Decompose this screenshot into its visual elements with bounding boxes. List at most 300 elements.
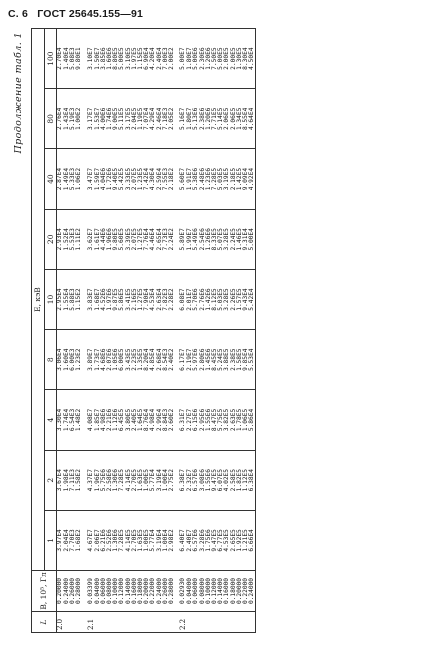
cell-value: 2.00E5 — [231, 29, 237, 89]
cell-value: 2.38E5 — [231, 330, 237, 390]
cell-value: 1.45E6 — [206, 330, 212, 390]
cell-value: 2.58E5 — [231, 450, 237, 510]
cell-value: 8.20E4 — [144, 330, 150, 390]
cell-value: 8.12E5 — [212, 269, 218, 329]
cell-value: 5.42E4 — [249, 269, 256, 329]
cell-value: 2.63E5 — [231, 390, 237, 450]
cell-value: 1.63E5 — [138, 450, 144, 510]
cell-B: 0.02930 — [175, 571, 187, 612]
cell-value: 3.39E5 — [126, 209, 132, 269]
cell-L: 2.2 — [175, 612, 187, 633]
cell-value: 2.63E4 — [157, 269, 163, 329]
cell-value: 1.80E7 — [187, 89, 193, 149]
cell-value: 3.33E5 — [126, 149, 132, 209]
cell-value: 2.48E6 — [200, 149, 206, 209]
cell-B: 0.24000 — [249, 571, 256, 612]
cell-value: 1.42E5 — [237, 149, 243, 209]
cell-value: 1.20E6 — [206, 29, 212, 89]
cell-value: 4.98E6 — [101, 390, 107, 450]
cell-value: 4.08E7 — [83, 390, 95, 450]
cell-value: 3.80E5 — [126, 390, 132, 450]
cell-B: 0.14000 — [126, 571, 132, 612]
cell-value: 9.40E5 — [113, 149, 119, 209]
cell-value: 1.55E6 — [206, 450, 212, 510]
cell-value: 2.99E4 — [157, 390, 163, 450]
cell-value: 9.80E5 — [113, 209, 119, 269]
cell-value: 6.15E6 — [193, 390, 199, 450]
cell-value: 1.34E5 — [237, 89, 243, 149]
cell-value: 8.54E3 — [163, 330, 169, 390]
cell-value: 2.70E5 — [132, 510, 138, 570]
cell-value: 2.40E5 — [132, 390, 138, 450]
cell-value: 5.97E6 — [193, 330, 199, 390]
cell-value: 3.19E4 — [157, 450, 163, 510]
cell-value: 2.19E7 — [187, 330, 193, 390]
cell-value: 1.85E7 — [95, 390, 101, 450]
cell-value: 4.64E4 — [249, 89, 256, 149]
cell-value: 2.24E5 — [231, 209, 237, 269]
cell-value: 5.70E6 — [193, 269, 199, 329]
cell-value: 6.38E7 — [175, 450, 187, 510]
cell-value: 2.59E4 — [157, 149, 163, 209]
cell-value: 1.96E6 — [107, 209, 113, 269]
cell-B: 0.20000 — [57, 571, 65, 612]
cell-value: 3.85E6 — [101, 29, 107, 89]
cell-value: 8.55E4 — [243, 89, 249, 149]
cell-value: 1.57E5 — [237, 269, 243, 329]
cell-value: 1.23E6 — [206, 149, 212, 209]
cell-value: 5.03E5 — [218, 269, 224, 329]
cell-value: 2.32E7 — [187, 450, 193, 510]
cell-value: 2.16E5 — [132, 269, 138, 329]
cell-value: 7.07E4 — [144, 89, 150, 149]
cell-value: 5.14E5 — [218, 89, 224, 149]
page-header — [8, 8, 143, 20]
cell-value: 1.53E7 — [95, 89, 101, 149]
cell-B: 0.16000 — [224, 571, 230, 612]
cell-value: 2.68E4 — [157, 330, 163, 390]
cell-value: 7.90E4 — [144, 269, 150, 329]
cell-value: 8.33E5 — [212, 209, 218, 269]
cell-value: 6.00E3 — [70, 330, 76, 390]
cell-value: 1.99E7 — [187, 209, 193, 269]
cell-value: 1.96E7 — [95, 450, 101, 510]
cell-value: 2.60E2 — [169, 390, 175, 450]
cell-value: 9.47E5 — [212, 450, 218, 510]
cell-value: 9.80E1 — [76, 29, 82, 89]
cell-value: 2.87E4 — [57, 149, 65, 209]
energy-header-cell: 10 — [44, 269, 57, 329]
cell-value: 4.98E4 — [150, 390, 156, 450]
energy-header-cell: 40 — [44, 149, 57, 209]
cell-B: 0.14000 — [218, 571, 224, 612]
cell-B: 0.16000 — [132, 571, 138, 612]
cell-value: 6.07E5 — [218, 450, 224, 510]
cell-value: 3.10E5 — [126, 29, 132, 89]
cell-value: 4.50E4 — [249, 29, 256, 89]
cell-value: 1.75E6 — [206, 510, 212, 570]
cell-value: 2.95E6 — [200, 390, 206, 450]
table-row — [83, 29, 95, 633]
cell-value: 1.00E4 — [163, 450, 169, 510]
cell-value: 5.86E4 — [249, 390, 256, 450]
cell-B: 0.12000 — [212, 571, 218, 612]
cell-B: 0.12000 — [119, 571, 125, 612]
energy-header-cell: 20 — [44, 209, 57, 269]
cell-value: 2.24E2 — [169, 209, 175, 269]
cell-value: 9.09E4 — [243, 149, 249, 209]
cell-value: 5.86E5 — [119, 269, 125, 329]
cell-value: 1.40E4 — [64, 29, 70, 89]
cell-L: 2.1 — [83, 612, 95, 633]
cell-value: 3.97E4 — [57, 510, 65, 570]
cell-value: 1.60E4 — [64, 330, 70, 390]
cell-value: 2.06E7 — [95, 510, 101, 570]
energy-header-row — [44, 29, 57, 633]
cell-value: 3.83E7 — [83, 269, 95, 329]
cell-value: 6.54E3 — [70, 390, 76, 450]
cell-value: 2.70E4 — [57, 29, 65, 89]
cell-value: 2.07E6 — [107, 330, 113, 390]
cell-value: 3.19E4 — [157, 510, 163, 570]
cell-value: 2.80E6 — [200, 330, 206, 390]
cell-value: 2.28E2 — [169, 269, 175, 329]
cell-value: 6.57E6 — [193, 510, 199, 570]
cell-value: 7.50E5 — [212, 29, 218, 89]
cell-value: 2.98E2 — [169, 510, 175, 570]
cell-value: 7.42E4 — [144, 149, 150, 209]
cell-value: 2.52E6 — [107, 510, 113, 570]
cell-value: 1.58E2 — [76, 450, 82, 510]
cell-value: 4.02E5 — [224, 450, 230, 510]
cell-value: 1.74E6 — [107, 89, 113, 149]
cell-value: 1.68E7 — [95, 269, 101, 329]
cell-value: 2.26E5 — [231, 269, 237, 329]
cell-B: 0.20000 — [237, 571, 243, 612]
table-header-row-1 — [32, 29, 45, 633]
cell-value: 2.05E2 — [169, 89, 175, 149]
cell-value: 2.40E2 — [169, 330, 175, 390]
cell-value: 1.00E4 — [163, 510, 169, 570]
cell-value: 2.76E6 — [200, 269, 206, 329]
cell-value: 2.04E5 — [132, 89, 138, 149]
cell-value: 2.30E6 — [200, 29, 206, 89]
cell-value: 1.05E6 — [113, 330, 119, 390]
cell-value: 8.45E5 — [212, 330, 218, 390]
cell-value: 7.28E5 — [119, 450, 125, 510]
cell-value: 5.00E5 — [119, 29, 125, 89]
cell-value: 1.12E5 — [243, 450, 249, 510]
cell-value: 7.70E3 — [70, 510, 76, 570]
cell-value: 1.52E4 — [64, 209, 70, 269]
cell-value: 5.00E4 — [249, 209, 256, 269]
cell-value: 4.30E4 — [150, 149, 156, 209]
cell-value: 3.06E4 — [57, 330, 65, 390]
cell-value: 1.92E5 — [237, 510, 243, 570]
standard-number: ГОСТ 25645.155—91 — [37, 8, 144, 20]
cell-value: 2.75E2 — [169, 450, 175, 510]
cell-value: 3.28E5 — [224, 209, 230, 269]
cell-value: 2.04E4 — [64, 510, 70, 570]
cell-B: 0.18000 — [231, 571, 237, 612]
cell-value: 1.06E5 — [243, 390, 249, 450]
cell-value: 1.55E6 — [206, 390, 212, 450]
cell-value: 2.58E6 — [107, 450, 113, 510]
cell-value: 5.75E6 — [101, 450, 107, 510]
cell-value: 9.87E5 — [113, 269, 119, 329]
cell-value: 3.67E4 — [57, 450, 65, 510]
cell-value: 9.47E5 — [212, 510, 218, 570]
cell-value: 1.26E6 — [206, 209, 212, 269]
cell-value: 1.58E5 — [237, 330, 243, 390]
cell-value: 7.82E3 — [163, 269, 169, 329]
cell-value: 4.04E6 — [101, 149, 107, 209]
cell-value: 5.08E3 — [70, 29, 76, 89]
cell-value: 1.46E5 — [237, 209, 243, 269]
cell-value: 2.18E5 — [231, 149, 237, 209]
cell-value: 5.89E7 — [175, 209, 187, 269]
cell-value: 9.85E4 — [243, 330, 249, 390]
cell-value: 5.24E5 — [218, 330, 224, 390]
energy-header-cell: 8 — [44, 330, 57, 390]
cell-B: 0.04000 — [187, 571, 193, 612]
cell-B: 0.06000 — [101, 571, 107, 612]
cell-value: 1.50E7 — [95, 29, 101, 89]
cell-value: 1.35E5 — [138, 330, 144, 390]
cell-B: 0.18000 — [138, 571, 144, 612]
cell-B: 0.24000 — [64, 571, 70, 612]
column-header-E: E, кэВ — [32, 29, 45, 571]
cell-value: 2.21E6 — [107, 390, 113, 450]
cell-value: 2.93E4 — [57, 209, 65, 269]
cell-value: 2.76E4 — [57, 89, 65, 149]
cell-value: 1.98E4 — [64, 450, 70, 510]
cell-value: 4.52E6 — [101, 269, 107, 329]
cell-value: 3.89E7 — [83, 330, 95, 390]
cell-value: 4.46E4 — [150, 209, 156, 269]
cell-B: 0.10000 — [113, 571, 119, 612]
cell-value: 8.47E5 — [212, 390, 218, 450]
cell-value: 3.28E6 — [200, 510, 206, 570]
cell-value: 6.08E7 — [175, 269, 187, 329]
cell-value: 5.88E3 — [70, 269, 76, 329]
cell-value: 1.64E5 — [138, 390, 144, 450]
cell-value: 5.33E3 — [70, 149, 76, 209]
cell-value: 5.16E7 — [175, 89, 187, 149]
cell-value: 2.65E4 — [157, 209, 163, 269]
cell-value: 4.85E4 — [150, 330, 156, 390]
cell-value: 9.00E5 — [113, 89, 119, 149]
cell-value: 4.00E6 — [101, 89, 107, 149]
cell-value: 6.77E5 — [218, 510, 224, 570]
cell-value: 1.27E5 — [138, 209, 144, 269]
cell-value: 2.18E2 — [169, 149, 175, 209]
cell-value: 5.11E5 — [119, 89, 125, 149]
cell-L: 2.0 — [57, 612, 65, 633]
cell-value: 3.19E5 — [224, 149, 230, 209]
cell-value: 5.77E4 — [150, 450, 156, 510]
cell-value: 1.55E4 — [64, 269, 70, 329]
cell-B: 0.22000 — [150, 571, 156, 612]
cell-value: 5.38E6 — [193, 149, 199, 209]
cell-value: 3.17E7 — [83, 89, 95, 149]
cell-value: 1.73E7 — [95, 330, 101, 390]
rotated-table-area — [11, 28, 409, 633]
cell-value: 3.43E5 — [126, 330, 132, 390]
cell-value: 5.49E6 — [193, 209, 199, 269]
cell-value: 2.70E5 — [132, 450, 138, 510]
cell-value: 1.80E7 — [187, 29, 193, 89]
energy-header-cell: 4 — [44, 390, 57, 450]
cell-value: 1.91E7 — [187, 149, 193, 209]
cell-value: 6.31E7 — [175, 390, 187, 450]
cell-value: 5.00E6 — [193, 29, 199, 89]
cell-value: 8.30E4 — [243, 29, 249, 89]
cell-value: 4.14E5 — [126, 450, 132, 510]
cell-B: 0.03399 — [83, 571, 95, 612]
cell-value: 1.68E2 — [76, 510, 82, 570]
cell-value: 6.17E7 — [175, 330, 187, 390]
table-continuation-title: Продолжение табл. 1 — [13, 32, 24, 154]
cell-value: 2.00E2 — [169, 29, 175, 89]
cell-value: 2.40E4 — [157, 29, 163, 89]
cell-value: 5.77E4 — [150, 510, 156, 570]
cell-value: 3.17E5 — [126, 89, 132, 149]
cell-B: 0.10000 — [206, 571, 212, 612]
cell-B: 0.24000 — [157, 571, 163, 612]
cell-value: 6.66E4 — [249, 510, 256, 570]
cell-B: 0.26000 — [163, 571, 169, 612]
cell-value: 5.03E5 — [218, 149, 224, 209]
cell-value: 2.46E4 — [157, 89, 163, 149]
cell-value: 1.74E4 — [64, 390, 70, 450]
cell-B: 0.08000 — [200, 571, 206, 612]
cell-value: 2.54E6 — [200, 209, 206, 269]
cell-value: 6.57E6 — [193, 450, 199, 510]
cell-value: 8.84E3 — [163, 390, 169, 450]
table-body — [57, 29, 256, 633]
cell-value: 3.88E5 — [224, 330, 230, 390]
cell-value: 2.23E5 — [132, 330, 138, 390]
cell-value: 1.00E5 — [144, 450, 150, 510]
cell-value: 4.44E6 — [101, 209, 107, 269]
cell-value: 1.49E4 — [64, 149, 70, 209]
cell-value: 2.07E5 — [132, 209, 138, 269]
cell-value: 7.11E3 — [70, 450, 76, 510]
cell-value: 4.53E5 — [224, 510, 230, 570]
cell-value: 6.38E4 — [249, 450, 256, 510]
cell-value: 8.76E4 — [144, 390, 150, 450]
cell-value: 3.41E5 — [126, 269, 132, 329]
cell-value: 3.08E6 — [200, 450, 206, 510]
cell-value: 4.29E4 — [150, 89, 156, 149]
cell-value: 1.27E5 — [138, 269, 144, 329]
cell-value: 4.92E4 — [249, 149, 256, 209]
cell-value: 5.13E6 — [193, 89, 199, 149]
cell-value: 1.12E6 — [113, 390, 119, 450]
cell-value: 1.48E2 — [76, 390, 82, 450]
cell-value: 4.14E5 — [126, 510, 132, 570]
cell-value: 1.60E6 — [107, 29, 113, 89]
cell-value: 1.78E5 — [237, 390, 243, 450]
cell-value: 1.61E7 — [95, 209, 101, 269]
energy-header-cell: 80 — [44, 89, 57, 149]
cell-value: 1.00E2 — [76, 89, 82, 149]
cell-value: 1.15E5 — [138, 29, 144, 89]
cell-B: 0.22000 — [243, 571, 249, 612]
cell-value: 7.73E3 — [163, 209, 169, 269]
cell-value: 1.43E4 — [64, 89, 70, 149]
cell-value: 5.00E7 — [175, 29, 187, 89]
cell-value: 3.30E4 — [57, 390, 65, 450]
cell-value: 1.59E7 — [95, 149, 101, 209]
cell-value: 1.97E6 — [107, 269, 113, 329]
table-row — [249, 29, 256, 633]
cell-value: 7.28E5 — [119, 510, 125, 570]
cell-value: 2.95E4 — [57, 269, 65, 329]
cell-value: 2.06E5 — [231, 89, 237, 149]
cell-value: 4.68E6 — [101, 330, 107, 390]
cell-value: 4.20E4 — [150, 29, 156, 89]
cell-value: 1.97E5 — [132, 29, 138, 89]
cell-value: 1.72E6 — [107, 149, 113, 209]
cell-value: 7.00E3 — [163, 29, 169, 89]
cell-value: 5.07E5 — [218, 209, 224, 269]
energy-header-cell: 2 — [44, 450, 57, 510]
column-header-B: B, 10⁵, Гл — [32, 571, 57, 612]
energy-header-cell: 100 — [44, 29, 57, 89]
cell-value: 5.00E5 — [218, 29, 224, 89]
cell-value: 1.20E6 — [206, 89, 212, 149]
column-header-L: L — [32, 612, 57, 633]
cell-value: 1.30E5 — [237, 29, 243, 89]
cell-value: 6.21E6 — [101, 510, 107, 570]
cell-value: 4.37E7 — [83, 450, 95, 510]
cell-B: 0.28000 — [169, 571, 175, 612]
cell-B: 0.20000 — [144, 571, 150, 612]
cell-value: 1.63E5 — [138, 510, 144, 570]
cell-value: 6.90E4 — [144, 29, 150, 89]
cell-value: 1.19E5 — [138, 89, 144, 149]
cell-value: 5.53E3 — [70, 209, 76, 269]
cell-value: 1.06E2 — [76, 149, 82, 209]
cell-value: 8.80E5 — [113, 29, 119, 89]
cell-value: 2.40E7 — [187, 510, 193, 570]
cell-value: 9.43E4 — [243, 269, 249, 329]
cell-value: 2.07E5 — [132, 149, 138, 209]
cell-value: 3.47E7 — [83, 149, 95, 209]
cell-value: 6.00E5 — [119, 330, 125, 390]
cell-value: 3.28E5 — [224, 269, 230, 329]
cell-value: 2.06E5 — [224, 89, 230, 149]
cell-B: 0.26000 — [70, 571, 76, 612]
cell-value: 2.38E6 — [200, 89, 206, 149]
cell-value: 2.27E7 — [187, 390, 193, 450]
cell-value: 3.82E5 — [224, 390, 230, 450]
cell-L — [249, 612, 256, 633]
cell-B: 0.08000 — [107, 571, 113, 612]
cell-B: 0.28000 — [76, 571, 82, 612]
cell-value: 7.18E3 — [163, 89, 169, 149]
cell-value: 3.62E7 — [83, 209, 95, 269]
cell-value: 4.67E7 — [83, 510, 95, 570]
cell-B: 0.06000 — [193, 571, 199, 612]
cell-value: 1.30E6 — [113, 450, 119, 510]
cell-value: 5.60E7 — [175, 149, 187, 209]
data-table — [31, 28, 256, 633]
page-number: С. 6 — [8, 8, 29, 20]
cell-value: 5.60E5 — [119, 209, 125, 269]
